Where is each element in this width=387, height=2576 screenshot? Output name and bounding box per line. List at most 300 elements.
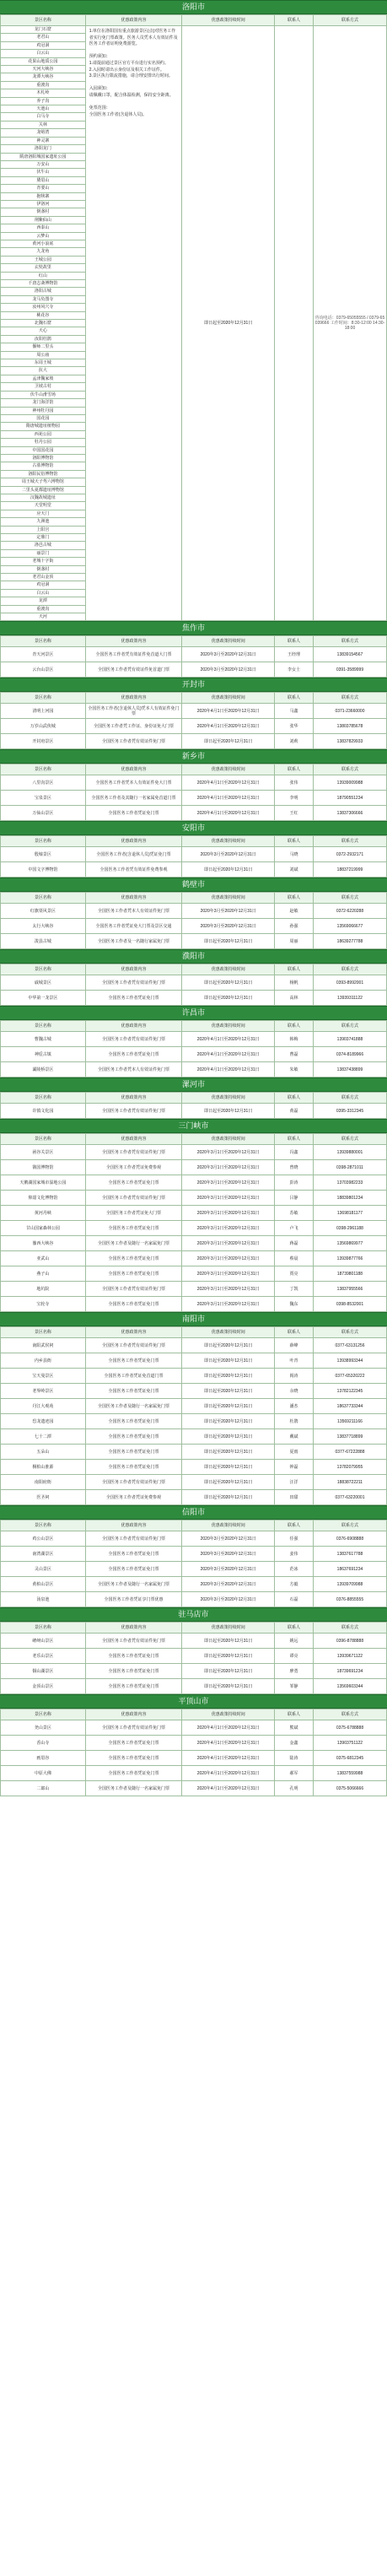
scenic-name: 亚武山 xyxy=(1,1251,86,1266)
scenic-name: 宝泉景区 xyxy=(1,791,86,806)
policy-content: 全国医务工作者(含退休人员)凭证免门票 xyxy=(85,847,182,862)
scenic-name: 洛阳民俗博物馆 xyxy=(1,470,86,478)
table-row xyxy=(1,934,387,949)
column-header: 优惠政策内容 xyxy=(85,1093,182,1104)
policy-content: 全国医务工作者凭有效证件免门票 xyxy=(85,1531,182,1547)
policy-period: 2020年3月1日至2020年12月31日 xyxy=(182,1145,275,1160)
scenic-name: 老乐山景区 xyxy=(1,1649,86,1664)
scenic-name: 天心 xyxy=(1,327,86,335)
contact-phone: 13837718899 xyxy=(313,1429,386,1445)
column-header: 联系方式 xyxy=(313,1623,386,1634)
scenic-name: 万岁山武侠城 xyxy=(1,719,86,734)
policy-content: 全国医务工作者凭证享门票优惠 xyxy=(85,1592,182,1607)
policy-content: 全国医务工作者及随行一名家属免门票 xyxy=(85,1577,182,1592)
table-row xyxy=(1,1460,387,1475)
column-header: 优惠政策内容 xyxy=(85,636,182,647)
scenic-name: 养子沟 xyxy=(1,97,86,105)
policy-period: 2020年3月至2020年12月31日 xyxy=(182,647,275,662)
header-row xyxy=(1,636,387,647)
column-header: 联系方式 xyxy=(313,1327,386,1338)
scenic-name: 洛邑古城 xyxy=(1,542,86,549)
scenic-name: 天鹅湖国家城市湿地公园 xyxy=(1,1175,86,1191)
policy-table xyxy=(0,835,387,878)
column-header: 景区名称 xyxy=(1,836,86,847)
scenic-name: 伏牛山滑雪场 xyxy=(1,391,86,398)
scenic-name: 白马寺 xyxy=(1,113,86,121)
section-title: 洛阳市 xyxy=(0,0,387,14)
section-title: 许昌市 xyxy=(0,1006,387,1020)
policy-period: 2020年4月1日至2020年12月31日 xyxy=(182,1781,275,1796)
contact-person: 石磊 xyxy=(275,1592,314,1607)
column-header: 联系人 xyxy=(275,764,314,775)
scenic-name: 汝阳杜鹃 xyxy=(1,335,86,343)
policy-table xyxy=(0,1622,387,1694)
policy-content: 全国医务工作者凭证免首道门票 xyxy=(85,1369,182,1384)
table-row xyxy=(1,1282,387,1297)
policy-content: 1.单位在洛阳国有重点旅游景区(点)对医务工作者实行免门票政策。医务人员凭本人有效证件及医务工作者证明免费游览。 预约须知： 1.请提前通过景区官方平台进行实名预约。 2.入园时请出示身份证及相关工作证件。 3.景区执行限流措施，请合理安排出行时间。 入园须知： 请佩戴口罩，配合体温检测，保持安全距离。 免票范围： 全国医务工作者(含退休人员)。 xyxy=(85,26,182,621)
policy-table xyxy=(0,635,387,678)
scenic-name: 五朵山 xyxy=(1,1445,86,1460)
contact-person: 姚远 xyxy=(275,1634,314,1649)
column-header: 优惠政策持续时间 xyxy=(182,1520,275,1531)
contact-person: 杜鹃 xyxy=(275,1414,314,1429)
policy-content: 全国医务工作者凭工作证、身份证免大门票 xyxy=(85,719,182,734)
scenic-name: 老君山 xyxy=(1,34,86,41)
contact-phone: 咨询电话：0379-65055555 / 0379-65039666 工作时间：8:30-12:00 14:30-18:00 xyxy=(313,26,386,621)
scenic-name: 丽景门 xyxy=(1,549,86,557)
scenic-name: 桃花谷 xyxy=(1,311,86,319)
section-title: 濮阳市 xyxy=(0,949,387,964)
scenic-name: 红旗渠风景区 xyxy=(1,904,86,919)
column-header: 优惠政策持续时间 xyxy=(182,1327,275,1338)
scenic-name: 地坑院 xyxy=(1,1282,86,1297)
column-header: 优惠政策内容 xyxy=(85,15,182,26)
column-header: 联系方式 xyxy=(313,893,386,904)
policy-content: 全国医务工作者凭有效证件免门票 xyxy=(85,1475,182,1490)
header-row xyxy=(1,1520,387,1531)
contact-person: 范冰 xyxy=(275,1562,314,1577)
contact-phone: 0371-23660000 xyxy=(313,704,386,719)
contact-person: 马鑫 xyxy=(275,704,314,719)
policy-period: 2020年3月1日至2020年12月31日 xyxy=(182,1160,275,1175)
scenic-name: 宝轮寺 xyxy=(1,1297,86,1312)
policy-content: 全国医务工作者凭证免门票 xyxy=(85,1664,182,1679)
contact-phone: 13939880001 xyxy=(313,1145,386,1160)
policy-period: 2020年3月至2020年12月31日 xyxy=(182,1577,275,1592)
table-row xyxy=(1,1679,387,1694)
policy-content: 全国医务工作者凭证免门票 xyxy=(85,1221,182,1236)
scenic-name: 龙峪湾 xyxy=(1,129,86,137)
scenic-name: 周王城天子驾六博物馆 xyxy=(1,478,86,486)
table-row xyxy=(1,1251,387,1266)
policy-content: 全国医务工作者凭有效证件免门票 xyxy=(85,975,182,991)
column-header: 优惠政策持续时间 xyxy=(182,636,275,647)
policy-period: 即日起至2020年12月31日 xyxy=(182,862,275,878)
table-row xyxy=(1,1369,387,1384)
contact-phone: 13569603344 xyxy=(313,1679,386,1694)
scenic-name: 北魏石窟 xyxy=(1,320,86,327)
policy-period: 即日起至2020年12月31日 xyxy=(182,1490,275,1505)
section-title: 鹤壁市 xyxy=(0,878,387,892)
policy-table xyxy=(0,1520,387,1607)
contact-phone: 13837306666 xyxy=(313,806,386,821)
policy-period: 即日起至2020年12月31日 xyxy=(182,1445,275,1460)
policy-period: 2020年4月1日至2020年12月31日 xyxy=(182,775,275,791)
contact-phone: 13703982233 xyxy=(313,1175,386,1191)
column-header: 联系方式 xyxy=(313,15,386,26)
scenic-name: 函谷关景区 xyxy=(1,1145,86,1160)
scenic-name: 黄柏山景区 xyxy=(1,1577,86,1592)
policy-content: 全国医务工作者凭证免大门票 xyxy=(85,1206,182,1221)
policy-period: 即日起至2020年12月31日 xyxy=(182,26,275,621)
contact-phone: 13837829933 xyxy=(313,734,386,749)
policy-period: 2020年3月1日至2020年12月31日 xyxy=(182,1221,275,1236)
column-header: 优惠政策持续时间 xyxy=(182,893,275,904)
scenic-name: 鸡冠洞 xyxy=(1,41,86,49)
table-row xyxy=(1,1062,387,1077)
scenic-name: 玄奘故里 xyxy=(1,264,86,272)
scenic-name: 古墓博物馆 xyxy=(1,462,86,470)
scenic-name: 天河 xyxy=(1,613,86,621)
contact-phone: 13938993344 xyxy=(313,1353,386,1369)
contact-phone: 0376-8855555 xyxy=(313,1592,386,1607)
policy-period: 即日起至2020年12月31日 xyxy=(182,734,275,749)
policy-content: 全国医务工作者凭证免门票 xyxy=(85,1047,182,1062)
contact-person: 潘杰 xyxy=(275,1399,314,1414)
policy-content: 全国医务工作者凭本人有效证件免大门票 xyxy=(85,775,182,791)
policy-period: 2020年4月1日至2020年12月31日 xyxy=(182,806,275,821)
table-row xyxy=(1,647,387,662)
contact-phone: 0398-2871011 xyxy=(313,1160,386,1175)
scenic-name: 内乡县衙 xyxy=(1,1353,86,1369)
scenic-name: 太行大峡谷 xyxy=(1,919,86,934)
scenic-name: 恐龙遗迹园 xyxy=(1,1414,86,1429)
policy-content: 全国医务工作者凭证免门票 xyxy=(85,1445,182,1460)
policy-content: 全国医务工作者凭证免门票 xyxy=(85,1353,182,1369)
contact-phone: 13837955566 xyxy=(313,1282,386,1297)
contact-phone: 13803785678 xyxy=(313,719,386,734)
column-header: 联系方式 xyxy=(313,1709,386,1720)
table-row xyxy=(1,734,387,749)
policy-period: 2020年4月1日至2020年12月31日 xyxy=(182,1047,275,1062)
column-header: 景区名称 xyxy=(1,1093,86,1104)
column-header: 优惠政策持续时间 xyxy=(182,1093,275,1104)
policy-content: 全国医务工作者凭有效证件免费参观 xyxy=(85,862,182,878)
column-header: 优惠政策持续时间 xyxy=(182,693,275,704)
scenic-name: 云台山景区 xyxy=(1,662,86,678)
contact-phone: 0375-6812345 xyxy=(313,1751,386,1766)
scenic-name: 隋唐城遗址植物园 xyxy=(1,423,86,430)
table-row xyxy=(1,1399,387,1414)
contact-person: 韩梅 xyxy=(275,1032,314,1047)
contact-person: 刘莉 xyxy=(275,734,314,749)
contact-person: 张华 xyxy=(275,719,314,734)
contact-phone: 18639277788 xyxy=(313,934,386,949)
contact-person: 王经理 xyxy=(275,647,314,662)
scenic-name: 中国国花园 xyxy=(1,446,86,454)
policy-period: 2020年3月1日至2020年12月31日 xyxy=(182,1236,275,1251)
scenic-name: 洛阳博物馆 xyxy=(1,454,86,462)
table-row xyxy=(1,791,387,806)
column-header: 优惠政策持续时间 xyxy=(182,964,275,975)
scenic-name: 汝州风穴寺 xyxy=(1,304,86,311)
contact-phone: 13569066677 xyxy=(313,919,386,934)
contact-phone: 18637733344 xyxy=(313,1399,386,1414)
contact-person: 苏敏 xyxy=(275,1206,314,1221)
header-row xyxy=(1,693,387,704)
scenic-name: 千唐志斋博物馆 xyxy=(1,280,86,288)
policy-period: 2020年4月1日至2020年12月31日 xyxy=(182,1062,275,1077)
scenic-name: 甘山国家森林公园 xyxy=(1,1221,86,1236)
column-header: 联系人 xyxy=(275,893,314,904)
header-row xyxy=(1,964,387,975)
policy-period: 2020年4月1日至2020年12月31日 xyxy=(182,1766,275,1781)
column-header: 优惠政策内容 xyxy=(85,964,182,975)
contact-person: 张伟 xyxy=(275,775,314,791)
policy-content: 全国医务工作者凭有效证件免门票 xyxy=(85,1282,182,1297)
contact-phone: 13837617788 xyxy=(313,1547,386,1562)
table-row xyxy=(1,862,387,878)
table-row xyxy=(1,847,387,862)
header-row xyxy=(1,15,387,26)
scenic-name: 汤泉池 xyxy=(1,1592,86,1607)
scenic-name: 金顶山景区 xyxy=(1,1679,86,1694)
column-header: 优惠政策内容 xyxy=(85,1709,182,1720)
contact-person: 谭亮 xyxy=(275,1649,314,1664)
section-title: 开封市 xyxy=(0,678,387,692)
policy-period: 2020年3月1日至2020年12月31日 xyxy=(182,1191,275,1206)
policy-content: 全国医务工作者凭证免门票 xyxy=(85,1414,182,1429)
scenic-name: 万安山 xyxy=(1,160,86,168)
column-header: 联系人 xyxy=(275,1021,314,1032)
scenic-name: 南阳府衙 xyxy=(1,1475,86,1490)
contact-person: 叶青 xyxy=(275,1353,314,1369)
policy-content: 全国医务工作者凭证免门票 xyxy=(85,1649,182,1664)
policy-content: 全国医务工作者凭本人有效证件免门票 xyxy=(85,1062,182,1077)
column-header: 联系方式 xyxy=(313,764,386,775)
table-row xyxy=(1,1531,387,1547)
table-row xyxy=(1,1104,387,1119)
policy-content: 全国医务工作者凭证免门票 xyxy=(85,1429,182,1445)
table-row xyxy=(1,904,387,919)
header-row xyxy=(1,1327,387,1338)
policy-period: 即日起至2020年12月31日 xyxy=(182,1460,275,1475)
table-row xyxy=(1,1547,387,1562)
contact-person: 李明 xyxy=(275,791,314,806)
scenic-name: 仰韶文化博物馆 xyxy=(1,1191,86,1206)
section-title: 驻马店市 xyxy=(0,1607,387,1622)
scenic-name: 龙潭 xyxy=(1,597,86,605)
column-header: 景区名称 xyxy=(1,893,86,904)
contact-person: 曹磊 xyxy=(275,1047,314,1062)
scenic-name: 重渡沟 xyxy=(1,81,86,89)
scenic-name: 鸡公山景区 xyxy=(1,1531,86,1547)
column-header: 联系方式 xyxy=(313,836,386,847)
scenic-name: 隋唐洛阳城国家遗址公园 xyxy=(1,153,86,160)
table-row xyxy=(1,1649,387,1664)
contact-person: 陆涛 xyxy=(275,1751,314,1766)
contact-phone: 13569869977 xyxy=(313,1236,386,1251)
contact-person: 蒋磊 xyxy=(275,1236,314,1251)
policy-content: 全国医务工作者凭有效证件免首道门票 xyxy=(85,662,182,678)
column-header: 联系方式 xyxy=(313,1134,386,1145)
policy-content: 全国医务工作者凭证免门票 xyxy=(85,1562,182,1577)
contact-person: 丁凯 xyxy=(275,1282,314,1297)
scenic-name: 医圣祠 xyxy=(1,1490,86,1505)
policy-content: 全国医务工作者凭证免门票 xyxy=(85,991,182,1006)
contact-phone: 0391-3589999 xyxy=(313,662,386,678)
policy-table xyxy=(0,1020,387,1077)
contact-person: 薛峰 xyxy=(275,1338,314,1353)
table-row xyxy=(1,1353,387,1369)
header-row xyxy=(1,1134,387,1145)
contact-person: 孙强 xyxy=(275,919,314,934)
table-row xyxy=(1,1720,387,1736)
scenic-name: 关林 xyxy=(1,121,86,128)
contact-person: 阎涛 xyxy=(275,1369,314,1384)
contact-phone: 13939009988 xyxy=(313,775,386,791)
table-row xyxy=(1,1145,387,1160)
policy-content: 全国医务工作者凭证免费参观 xyxy=(85,1490,182,1505)
policy-period: 2020年4月1日至2020年12月31日 xyxy=(182,791,275,806)
scenic-name: 中华第一龙景区 xyxy=(1,991,86,1006)
contact-person: 邹静 xyxy=(275,1679,314,1694)
column-header: 联系人 xyxy=(275,1623,314,1634)
table-row xyxy=(1,1429,387,1445)
table-row xyxy=(1,1236,387,1251)
table-row xyxy=(1,1781,387,1796)
scenic-name: 天池山 xyxy=(1,105,86,113)
contact-person: 蔡晨 xyxy=(275,1251,314,1266)
section-title: 新乡市 xyxy=(0,749,387,764)
table-row xyxy=(1,704,387,719)
header-row xyxy=(1,1623,387,1634)
policy-content: 全国医务工作者凭证免大门票及景区交通 xyxy=(85,919,182,934)
scenic-name: 黄河丹峡 xyxy=(1,1206,86,1221)
contact-phone: 0393-8992001 xyxy=(313,975,386,991)
contact-person: 汪洋 xyxy=(275,1475,314,1490)
scenic-name: 黛眉山 xyxy=(1,176,86,184)
column-header: 优惠政策内容 xyxy=(85,836,182,847)
policy-period: 2020年3月至2020年12月31日 xyxy=(182,847,275,862)
table-row xyxy=(1,1206,387,1221)
table-row xyxy=(1,1384,387,1399)
policy-period: 2020年3月至2020年12月31日 xyxy=(182,1531,275,1547)
section-title: 焦作市 xyxy=(0,621,387,635)
column-header: 优惠政策持续时间 xyxy=(182,764,275,775)
scenic-name: 老城十字街 xyxy=(1,558,86,565)
scenic-name: 神垕古镇 xyxy=(1,1047,86,1062)
scenic-name: 荆紫仙山 xyxy=(1,216,86,224)
table-row xyxy=(1,1338,387,1353)
policy-table xyxy=(0,964,387,1006)
scenic-name: 洛阳古城 xyxy=(1,288,86,295)
column-header: 联系人 xyxy=(275,1134,314,1145)
header-row xyxy=(1,893,387,904)
contact-phone: 13839154567 xyxy=(313,647,386,662)
column-header: 优惠政策内容 xyxy=(85,693,182,704)
scenic-name: 九龙角 xyxy=(1,248,86,256)
table-row xyxy=(1,775,387,791)
policy-period: 2020年4月1日至2020年12月31日 xyxy=(182,1032,275,1047)
section-title: 安阳市 xyxy=(0,821,387,835)
scenic-name: 抗大 xyxy=(1,367,86,375)
column-header: 优惠政策内容 xyxy=(85,764,182,775)
contact-person: 杨帆 xyxy=(275,975,314,991)
scenic-name: 九洲池 xyxy=(1,518,86,526)
scenic-name: 老君山金顶 xyxy=(1,574,86,581)
scenic-name: 铜山湖景区 xyxy=(1,1664,86,1679)
table-row xyxy=(1,1191,387,1206)
column-header: 优惠政策内容 xyxy=(85,1327,182,1338)
policy-content: 全国医务工作者凭证免门票 xyxy=(85,1175,182,1191)
column-header: 景区名称 xyxy=(1,636,86,647)
scenic-name: 南湾湖景区 xyxy=(1,1547,86,1562)
policy-period: 2020年3月至2020年12月31日 xyxy=(182,1562,275,1577)
policy-period: 2020年4月1日至2020年12月31日 xyxy=(182,704,275,719)
contact-phone: 13782079955 xyxy=(313,1460,386,1475)
policy-period: 即日起至2020年12月31日 xyxy=(182,1399,275,1414)
column-header: 优惠政策内容 xyxy=(85,1021,182,1032)
policy-content: 全国医务工作者凭证免门票 xyxy=(85,1766,182,1781)
scenic-name: 黄河小浪底 xyxy=(1,240,86,247)
contact-person: 赵敏 xyxy=(275,904,314,919)
scenic-name: 洛阳龙门 xyxy=(1,145,86,153)
section-title: 信阳市 xyxy=(0,1505,387,1520)
policy-period: 2020年3月1日至2020年12月31日 xyxy=(182,1266,275,1282)
policy-content: 全国医务工作者凭有效证件免门票 xyxy=(85,1104,182,1119)
scenic-name: 花果山地质公园 xyxy=(1,57,86,65)
contact-phone: 13939877766 xyxy=(313,1251,386,1266)
scenic-name: 灵山景区 xyxy=(1,1562,86,1577)
table-row xyxy=(1,1221,387,1236)
contact-phone: 18739691234 xyxy=(313,1664,386,1679)
scenic-name: 中原大佛 xyxy=(1,1766,86,1781)
table-row xyxy=(1,719,387,734)
section-title: 三门峡市 xyxy=(0,1119,387,1133)
scenic-name: 龙马负图寺 xyxy=(1,295,86,303)
contact-phone: 18837219999 xyxy=(313,862,386,878)
header-row xyxy=(1,764,387,775)
column-header: 景区名称 xyxy=(1,1709,86,1720)
policy-content: 全国医务工作者凭证免门票 xyxy=(85,1297,182,1312)
policy-period: 2020年4月1日至2020年12月31日 xyxy=(182,719,275,734)
policy-content: 全国医务工作者凭证免门票 xyxy=(85,1266,182,1282)
scenic-name: 虢国博物馆 xyxy=(1,1160,86,1175)
scenic-name: 二郎山 xyxy=(1,1781,86,1796)
column-header: 景区名称 xyxy=(1,1134,86,1145)
policy-table xyxy=(0,1092,387,1119)
scenic-name: 王城公园 xyxy=(1,256,86,263)
scenic-name: 牡丹公园 xyxy=(1,439,86,446)
table-row xyxy=(1,1266,387,1282)
policy-content: 全国医务工作者凭证免门票 xyxy=(85,1384,182,1399)
header-row xyxy=(1,836,387,847)
policy-period: 2020年3月至2020年12月31日 xyxy=(182,1592,275,1607)
contact-phone: 0376-6908888 xyxy=(313,1531,386,1547)
policy-period: 即日起至2020年12月31日 xyxy=(182,1679,275,1694)
scenic-name: 重渡沟 xyxy=(1,605,86,613)
scenic-name: 香山寺 xyxy=(1,1736,86,1751)
table-row xyxy=(1,1766,387,1781)
table-row xyxy=(1,1562,387,1577)
column-header: 联系人 xyxy=(275,1520,314,1531)
scenic-name: 卫坡古村 xyxy=(1,383,86,391)
table-row xyxy=(1,1475,387,1490)
scenic-name: 青要山 xyxy=(1,185,86,192)
contact-phone: 18637691234 xyxy=(313,1562,386,1577)
policy-period: 2020年3月至2020年12月31日 xyxy=(182,1547,275,1562)
